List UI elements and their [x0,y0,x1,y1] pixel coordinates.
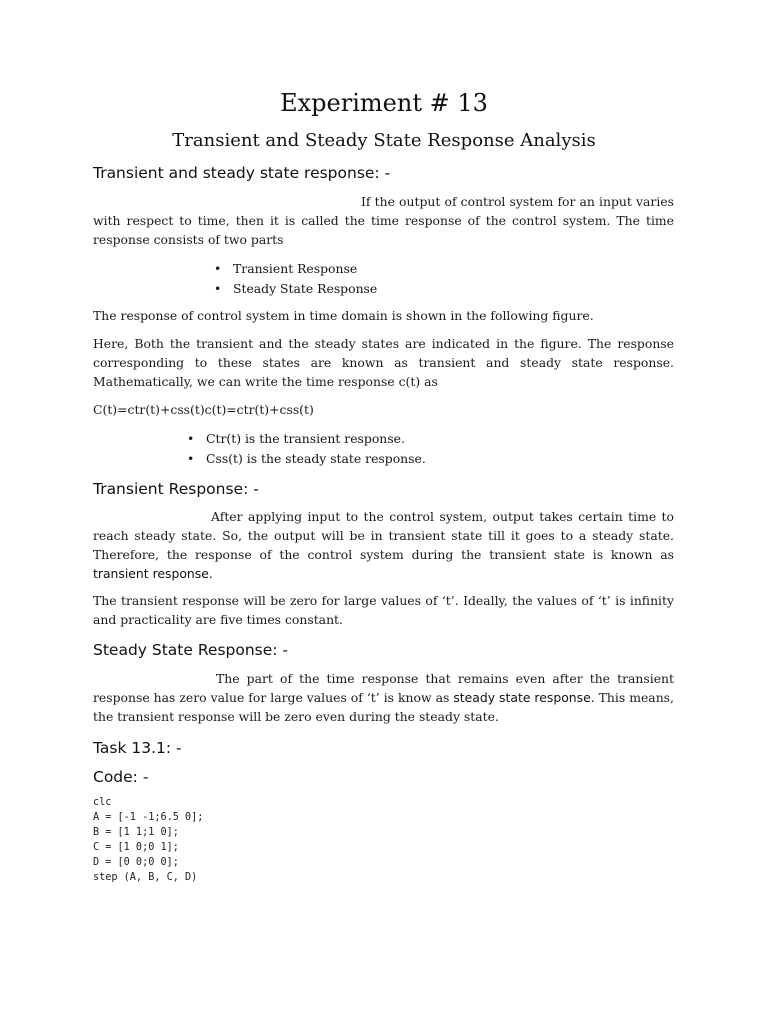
transient-paragraph-text: After applying input to the control system, output takes certain time to reach steady state. So, the output will be in transient state till it goes to a steady state. Therefore, the response of the control system during the transient state is known as [93,509,674,562]
time-response-equation: C(t)=ctr(t)+css(t)c(t)=ctr(t)+css(t) [93,402,314,417]
section-heading-transient-response: Transient Response: - [93,480,259,498]
code-line: clc [93,797,112,808]
steady-state-paragraph-text: The part of the time response that remains even after the transient response has zero value for large values of ‘t’ is know as [93,671,674,705]
page-title: Experiment # 13 [280,89,488,117]
steady-state-response-term: steady state response. [453,690,595,705]
code-line: C = [1 0;0 1]; [93,842,179,853]
code-heading: Code: - [93,768,149,786]
list-item: • Transient Response [214,259,377,279]
section-heading-transient-steady: Transient and steady state response: - [93,164,391,182]
steady-state-paragraph [93,669,674,726]
list-item: • Ctr(t) is the transient response. [187,429,426,449]
intro-paragraph: If the output of control system for an input varies with respect to time, then it is called the time response of the control system. The time response consists of two parts [93,194,674,247]
code-line: D = [0 0;0 0]; [93,857,179,868]
code-line: step (A, B, C, D) [93,872,198,883]
steady-state-paragraph-tail: This means, the transient response will be zero even during the steady state. [93,690,674,724]
figure-note-paragraph: The response of control system in time domain is shown in the following figure. [93,308,594,323]
response-parts-list [214,259,377,298]
list-item: • Steady State Response [214,279,377,299]
page-subtitle: Transient and Steady State Response Analysis [172,130,596,151]
states-paragraph: Here, Both the transient and the steady states are indicated in the figure. The response corresponding to these states are known as transient and steady state response. Mathematically, we can write the time response c(t) as [93,336,674,389]
task-heading: Task 13.1: - [93,739,182,757]
code-line: B = [1 1;1 0]; [93,827,179,838]
section-heading-steady-state: Steady State Response: - [93,641,289,659]
code-block [93,795,203,885]
transient-zero-paragraph: The transient response will be zero for large values of ‘t’. Ideally, the values of ‘t’ is infinity and practicality are five times constant. [93,593,674,627]
code-line: A = [-1 -1;6.5 0]; [93,812,204,823]
transient-paragraph [93,507,674,583]
transient-response-term: transient response. [93,566,213,581]
component-definitions-list [187,429,426,468]
list-item: • Css(t) is the steady state response. [187,449,426,469]
